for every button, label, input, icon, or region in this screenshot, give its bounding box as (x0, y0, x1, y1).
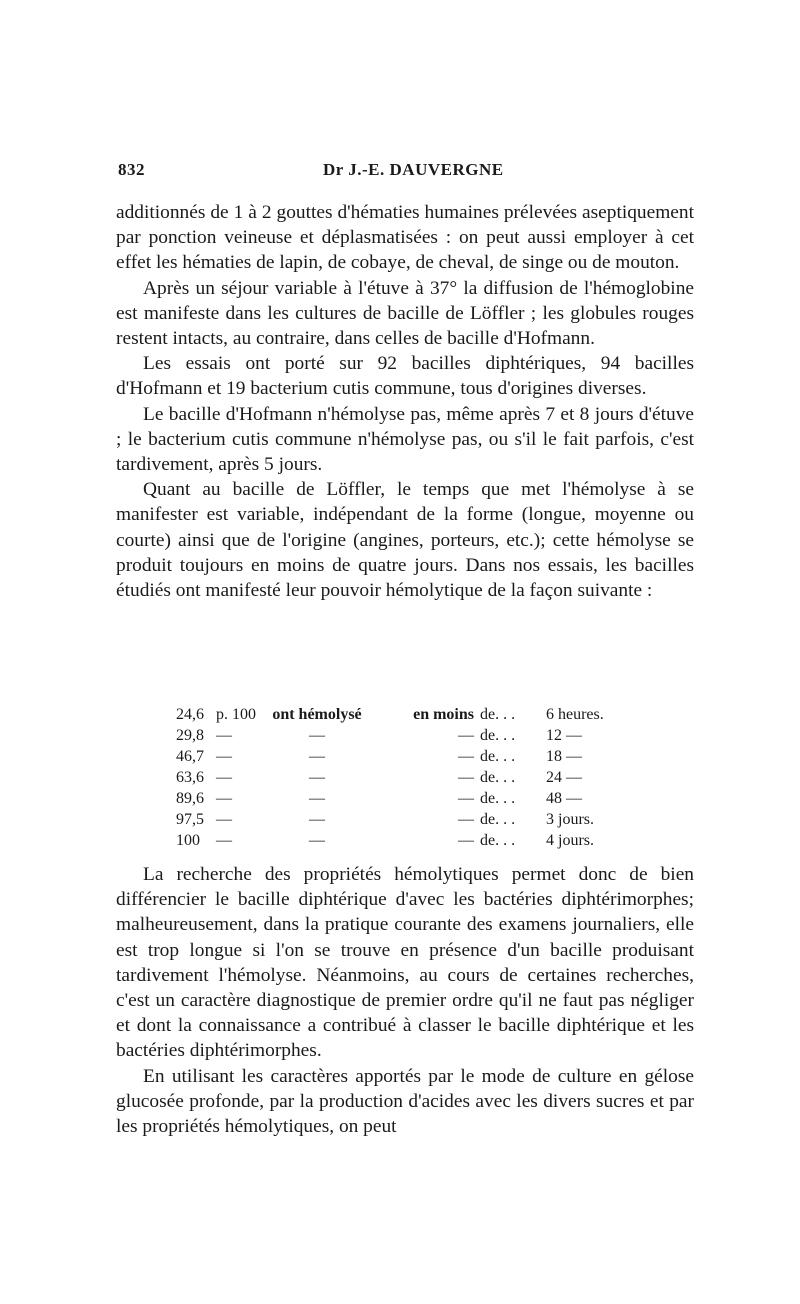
table-cell: — (216, 832, 232, 849)
table-row (176, 830, 636, 851)
paragraph: Les essais ont porté sur 92 bacilles diphtériques, 94 bacilles d'Hofmann et 19 bacterium cutis commune, tous d'origines diverses. (116, 353, 694, 400)
table-cell: en moins (413, 706, 474, 723)
table-cell: de. . . (480, 790, 516, 807)
table-cell: 100 (176, 832, 200, 849)
table-row (176, 767, 636, 788)
running-header (118, 160, 692, 184)
table-cell: — (458, 790, 474, 807)
table-cell: 12 — (546, 727, 582, 744)
table-cell: 4 jours. (546, 832, 594, 849)
table-cell: — (458, 811, 474, 828)
table-cell: de. . . (480, 769, 516, 786)
table-cell: 6 heures. (546, 706, 604, 723)
running-title: Dr J.-E. DAUVERGNE (323, 160, 504, 179)
table-cell: de. . . (480, 748, 516, 765)
table-cell: 48 — (546, 790, 582, 807)
table-cell: de. . . (480, 727, 516, 744)
table-cell: 18 — (546, 748, 582, 765)
table-cell: de. . . (480, 706, 516, 723)
body-text-bottom (116, 862, 694, 1139)
table-cell: 24 — (546, 769, 582, 786)
table-cell: — (309, 727, 325, 744)
table-cell: — (309, 790, 325, 807)
table-cell: de. . . (480, 832, 516, 849)
table-cell: de. . . (480, 811, 516, 828)
table-row (176, 809, 636, 830)
table-cell: — (458, 769, 474, 786)
table-cell: ont hémolysé (272, 706, 362, 723)
paragraph: La recherche des propriétés hémolytiques permet donc de bien différencier le bacille diphtérique d'avec les bactéries diphtérimorphes; malheureusement, dans la pratique courante des examens journaliers, elle est trop longue si l'on se trouve en présence d'un bacille produisant tardivement l'hémolyse. Néanmoins, au cours de certaines recherches, c'est un caractère diagnostique de premier ordre qu'il ne faut pas négliger et dont la connaissance a contribué à classer le bacille diphtérique et les bactéries diphtérimorphes. (116, 864, 694, 1062)
table-cell: — (216, 811, 232, 828)
paragraph: Quant au bacille de Löffler, le temps que met l'hémolyse à se manifester est variable, indépendant de la forme (longue, moyenne ou courte) ainsi que de l'origine (angines, porteurs, etc.); cette hémolyse se produit toujours en moins de quatre jours. Dans nos essais, les bacilles étudiés ont manifesté leur pouvoir hémolytique de la façon suivante : (116, 479, 694, 602)
table-cell: 63,6 (176, 769, 204, 786)
table-cell: 24,6 (176, 706, 204, 723)
paragraph: Après un séjour variable à l'étuve à 37° la diffusion de l'hémoglobine est manifeste dans les cultures de bacille de Löffler ; les globules rouges restent intacts, au contraire, dans celles de bacille d'Hofmann. (116, 277, 694, 350)
table-row (176, 725, 636, 746)
table-cell: — (309, 769, 325, 786)
paragraph: additionnés de 1 à 2 gouttes d'hématies humaines prélevées aseptiquement par ponction veineuse et déplasmatisées : on peut aussi employer à cet effet les hématies de lapin, de cobaye, de cheval, de singe ou de mouton. (116, 202, 694, 274)
table-cell: 3 jours. (546, 811, 594, 828)
page-number: 832 (118, 160, 145, 179)
paragraph: En utilisant les caractères apportés par le mode de culture en gélose glucosée profonde, par la production d'acides avec les divers sucres et par les propriétés hémolytiques, on peut (116, 1065, 694, 1138)
table-cell: — (216, 748, 232, 765)
table-cell: — (309, 811, 325, 828)
table-cell: 29,8 (176, 727, 204, 744)
table-cell: — (216, 790, 232, 807)
body-text-top (116, 200, 694, 603)
table-cell: 97,5 (176, 811, 204, 828)
table-cell: — (458, 727, 474, 744)
table-cell: — (216, 769, 232, 786)
table-cell: — (458, 748, 474, 765)
table-row (176, 788, 636, 809)
table-cell: 46,7 (176, 748, 204, 765)
table-cell: — (309, 748, 325, 765)
paragraph: Le bacille d'Hofmann n'hémolyse pas, même après 7 et 8 jours d'étuve ; le bacterium cutis commune n'hémolyse pas, ou s'il le fait parfois, c'est tardivement, après 5 jours. (116, 403, 694, 476)
table-cell: 89,6 (176, 790, 204, 807)
table-cell: — (216, 727, 232, 744)
table-row (176, 704, 636, 725)
table-cell: — (458, 832, 474, 849)
table-cell: — (309, 832, 325, 849)
hemolysis-table (176, 704, 636, 851)
table-cell: p. 100 (216, 706, 256, 723)
table-row (176, 746, 636, 767)
